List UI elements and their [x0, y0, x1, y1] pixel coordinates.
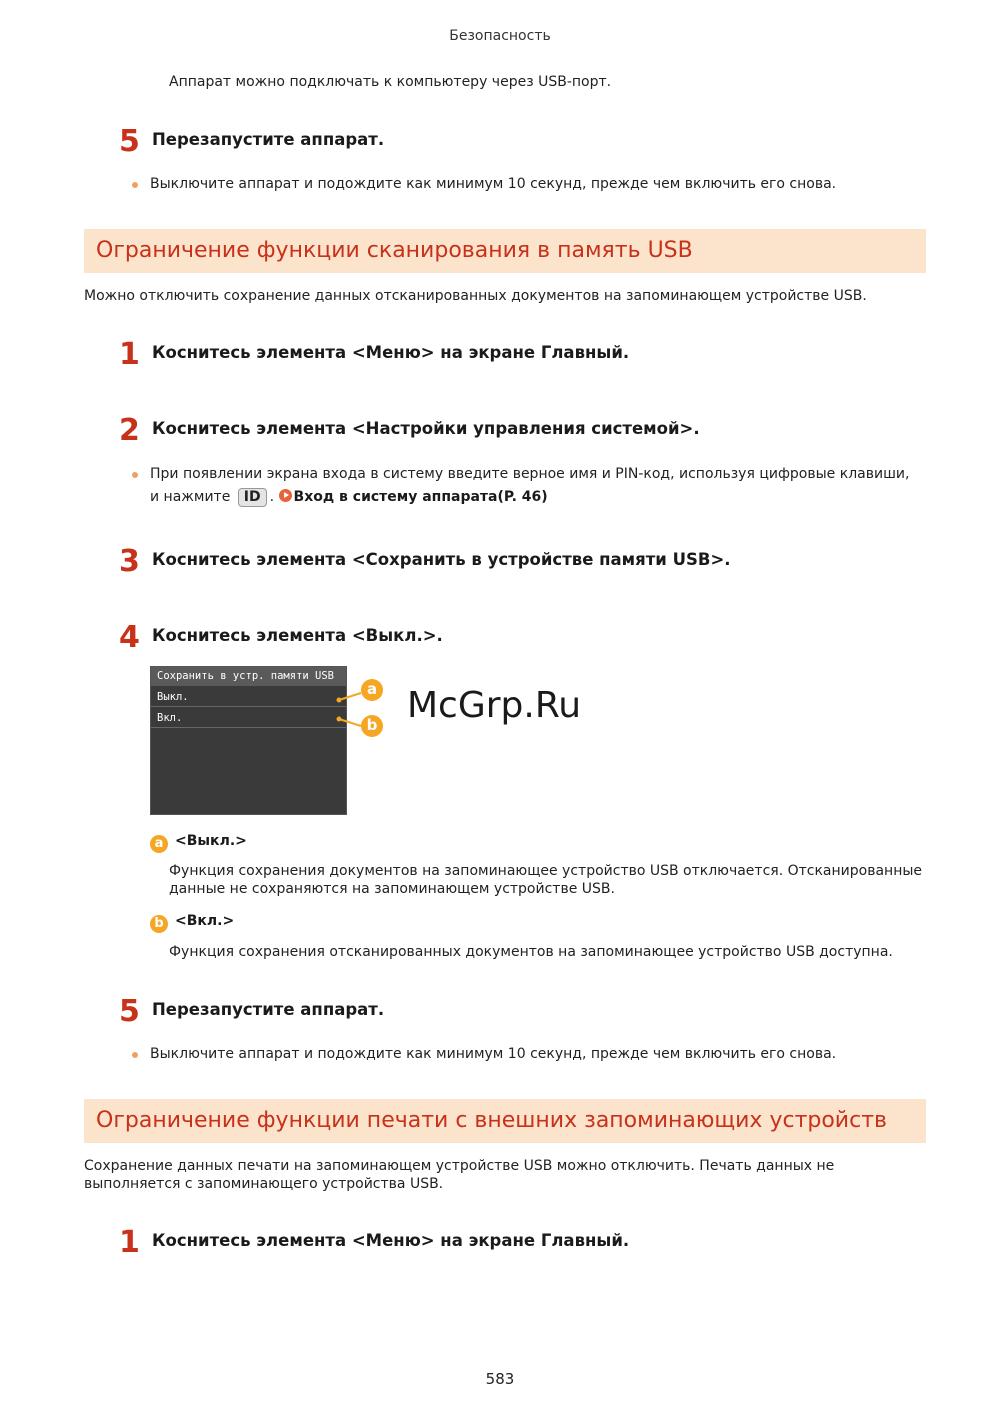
section-heading-band: [84, 1099, 926, 1143]
screen-option-off[interactable]: Выкл.: [151, 687, 346, 707]
bullet-dot: [132, 1052, 138, 1058]
callout-line-b: [339, 719, 361, 726]
step-number: 5: [119, 994, 140, 1029]
bullet-text-line2: [150, 488, 548, 507]
step-title: Перезапустите аппарат.: [152, 130, 385, 149]
separator: .: [269, 489, 275, 505]
step-title: Коснитесь элемента <Сохранить в устройстве памяти USB>.: [152, 550, 731, 569]
step-title: Коснитесь элемента <Меню> на экране Главный.: [152, 343, 630, 362]
option-desc-on: Функция сохранения отсканированных документов на запоминающее устройство USB доступна.: [169, 944, 893, 960]
section-heading-band: [84, 229, 926, 273]
step-number: 1: [119, 337, 140, 372]
page-header: Безопасность: [449, 28, 551, 44]
section-description: Сохранение данных печати на запоминающем устройстве USB можно отключить. Печать данных не: [84, 1158, 835, 1174]
bullet-dot: [132, 182, 138, 188]
step-title: Коснитесь элемента <Меню> на экране Главный.: [152, 1231, 630, 1250]
step-number: 3: [119, 544, 140, 579]
step-title: Коснитесь элемента <Выкл.>.: [152, 626, 443, 645]
step-title: Перезапустите аппарат.: [152, 1000, 385, 1019]
step-number: 1: [119, 1225, 140, 1260]
option-label-off: <Выкл.>: [175, 833, 247, 849]
section-description-line2: выполняется с запоминающего устройства USB.: [84, 1176, 444, 1192]
page-number: 583: [485, 1370, 515, 1388]
callout-dot-b: [337, 717, 342, 722]
device-screen: [150, 666, 347, 815]
callout-a: a: [361, 679, 383, 701]
bullet-text: Выключите аппарат и подождите как минимум 10 секунд, прежде чем включить его снова.: [150, 176, 837, 192]
bullet-text: При появлении экрана входа в систему введите верное имя и PIN-код, используя цифровые клавиши,: [150, 466, 910, 482]
section-title: Ограничение функции печати с внешних запоминающих устройств: [96, 1108, 887, 1133]
bullet-text-prefix: и нажмите: [150, 489, 231, 505]
step-title: Коснитесь элемента <Настройки управления системой>.: [152, 419, 700, 438]
callout-b: b: [361, 715, 383, 737]
id-key-icon: ID: [238, 488, 267, 507]
step-number: 2: [119, 413, 140, 448]
step-number: 4: [119, 620, 140, 655]
watermark: McGrp.Ru: [407, 685, 582, 726]
option-marker-a: a: [150, 835, 168, 853]
link-arrow-icon: [279, 489, 292, 502]
screen-option-on[interactable]: Вкл.: [151, 708, 346, 728]
callout-dot-a: [337, 698, 342, 703]
option-desc-off: Функция сохранения документов на запоминающее устройство USB отключается. Отсканированные: [169, 863, 923, 879]
step-number: 5: [119, 124, 140, 159]
option-label-on: <Вкл.>: [175, 913, 235, 929]
login-link[interactable]: Вход в систему аппарата(P. 46): [293, 489, 548, 505]
section-title: Ограничение функции сканирования в память USB: [96, 238, 693, 263]
intro-line: Аппарат можно подключать к компьютеру через USB-порт.: [169, 74, 612, 90]
screen-title: Сохранить в устр. памяти USB: [151, 667, 346, 686]
option-marker-b: b: [150, 915, 168, 933]
bullet-text: Выключите аппарат и подождите как минимум 10 секунд, прежде чем включить его снова.: [150, 1046, 837, 1062]
bullet-dot: [132, 472, 138, 478]
option-desc-off-line2: данные не сохраняются на запоминающем устройстве USB.: [169, 881, 615, 897]
callout-line-a: [339, 693, 361, 700]
section-description: Можно отключить сохранение данных отсканированных документов на запоминающем устройстве USB.: [84, 288, 867, 304]
